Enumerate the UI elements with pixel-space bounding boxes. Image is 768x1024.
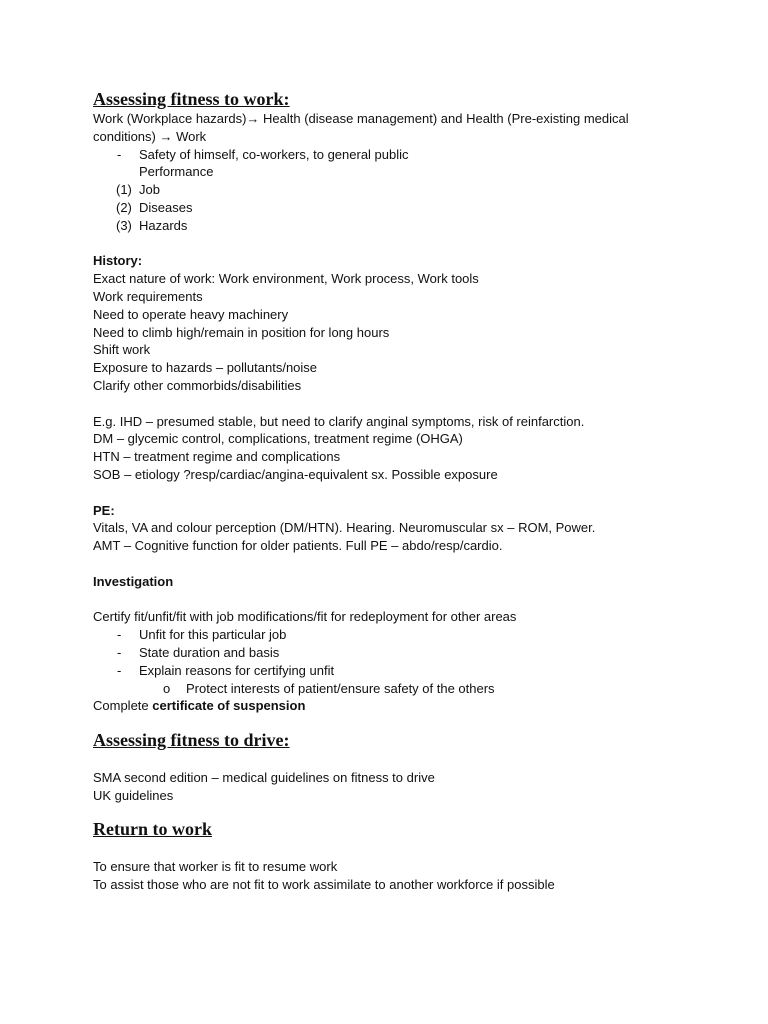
intro-line: conditions) → Work	[93, 128, 207, 144]
example-line: E.g. IHD – presumed stable, but need to clarify anginal symptoms, risk of reinfarction.	[93, 413, 585, 429]
investigation-label: Investigation	[93, 573, 174, 589]
history-line: Need to climb high/remain in position for long hours	[93, 324, 390, 340]
numbered-list-item	[93, 199, 713, 217]
spacer	[93, 484, 713, 502]
history-line: Exposure to hazards – pollutants/noise	[93, 360, 318, 376]
spacer	[93, 751, 713, 769]
history-line: Clarify other commorbids/disabilities	[93, 377, 302, 393]
number-marker: (3)	[116, 217, 132, 233]
pe-line: AMT – Cognitive function for older patients. Full PE – abdo/resp/cardio.	[93, 538, 503, 554]
sub-list-item	[93, 680, 713, 698]
history-line: Exact nature of work: Work environment, Work process, Work tools	[93, 271, 479, 287]
section-heading-fitness-to-work: Assessing fitness to work:	[93, 89, 290, 109]
spacer	[93, 395, 713, 413]
intro-line: Work (Workplace hazards)→ Health (disease management) and Health (Pre-existing medical	[93, 111, 629, 126]
numbered-list-item	[93, 181, 713, 199]
history-line: Work requirements	[93, 288, 203, 304]
document-page	[93, 88, 713, 894]
example-line: HTN – treatment regime and complications	[93, 449, 341, 465]
spacer	[93, 235, 713, 253]
return-line: To assist those who are not fit to work assimilate to another workforce if possible	[93, 877, 555, 893]
numbered-list-item	[93, 217, 713, 235]
dash-list-item	[93, 644, 713, 662]
example-line: SOB – etiology ?resp/cardiac/angina-equivalent sx. Possible exposure	[93, 466, 498, 482]
list-item-text: Job	[139, 182, 160, 198]
list-item-text: Unfit for this particular job	[139, 627, 287, 643]
list-item-text: Hazards	[139, 217, 188, 233]
return-line: To ensure that worker is fit to resume work	[93, 859, 338, 875]
history-line: Shift work	[93, 342, 151, 358]
dash-marker: -	[117, 662, 122, 678]
number-marker: (2)	[116, 199, 132, 215]
pe-label: PE:	[93, 502, 115, 518]
dash-list-item	[93, 146, 713, 164]
complete-prefix: Complete	[93, 698, 153, 714]
number-marker: (1)	[116, 182, 132, 198]
certificate-name: certificate of suspension	[152, 698, 306, 714]
section-heading-fitness-to-drive: Assessing fitness to drive:	[93, 730, 290, 751]
spacer	[93, 840, 713, 858]
section-heading-return-to-work: Return to work	[93, 819, 212, 840]
list-item-text: State duration and basis	[139, 644, 280, 660]
list-item-text: Safety of himself, co-workers, to general public	[139, 146, 409, 162]
example-line: DM – glycemic control, complications, treatment regime (OHGA)	[93, 431, 463, 447]
indented-text: Performance	[139, 164, 214, 180]
certify-line: Certify fit/unfit/fit with job modifications/fit for redeployment for other areas	[93, 609, 517, 625]
complete-line	[93, 697, 713, 715]
pe-line: Vitals, VA and colour perception (DM/HTN). Hearing. Neuromuscular sx – ROM, Power.	[93, 520, 596, 536]
spacer	[93, 591, 713, 609]
drive-line: SMA second edition – medical guidelines on fitness to drive	[93, 769, 435, 785]
spacer	[93, 555, 713, 573]
list-item-text: Explain reasons for certifying unfit	[139, 662, 335, 678]
circle-marker: o	[163, 680, 171, 696]
dash-list-item	[93, 626, 713, 644]
history-line: Need to operate heavy machinery	[93, 306, 289, 322]
dash-marker: -	[117, 644, 122, 660]
spacer	[93, 804, 713, 818]
list-item-text: Protect interests of patient/ensure safety of the others	[186, 680, 495, 696]
history-label: History:	[93, 253, 143, 269]
list-item-text: Diseases	[139, 199, 193, 215]
spacer	[93, 715, 713, 729]
dash-marker: -	[117, 627, 122, 643]
dash-marker: -	[117, 146, 122, 162]
drive-line: UK guidelines	[93, 787, 174, 803]
dash-list-item	[93, 662, 713, 680]
